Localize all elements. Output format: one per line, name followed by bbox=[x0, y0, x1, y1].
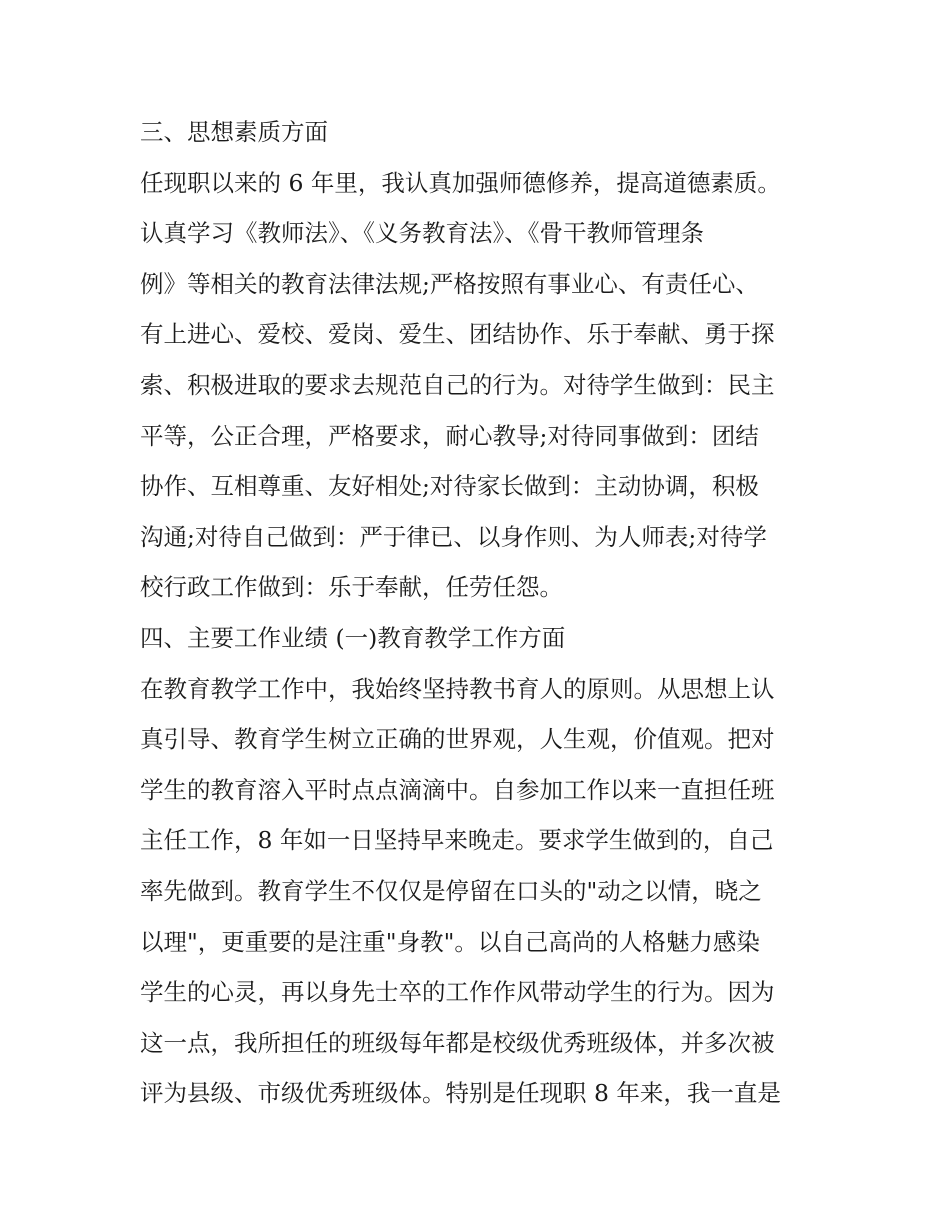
paragraph-line: 在教育教学工作中，我始终坚持教书育人的原则。从思想上认 bbox=[140, 674, 775, 703]
paragraph-line: 这一点，我所担任的班级每年都是校级优秀班级体，并多次被 bbox=[140, 1028, 775, 1057]
paragraph-line: 沟通;对待自己做到：严于律已、以身作则、为人师表;对待学 bbox=[140, 522, 767, 551]
paragraph-line: 主任工作，8 年如一日坚持早来晚走。要求学生做到的，自己 bbox=[140, 826, 774, 855]
section-heading: 四、主要工作业绩 (一)教育教学工作方面 bbox=[140, 623, 566, 652]
paragraph-line: 例》等相关的教育法律法规;严格按照有事业心、有责任心、 bbox=[140, 269, 759, 298]
paragraph-line: 索、积极进取的要求去规范自己的行为。对待学生做到：民主 bbox=[140, 370, 775, 399]
paragraph-line: 学生的教育溶入平时点点滴滴中。自参加工作以来一直担任班 bbox=[140, 775, 775, 804]
paragraph-line: 评为县级、市级优秀班级体。特别是任现职 8 年来，我一直是 bbox=[140, 1079, 781, 1108]
paragraph-line: 有上进心、爱校、爱岗、爱生、团结协作、乐于奉献、勇于探 bbox=[140, 320, 775, 349]
section-heading: 三、思想素质方面 bbox=[140, 118, 328, 146]
paragraph-line: 真引导、教育学生树立正确的世界观，人生观，价值观。把对 bbox=[140, 725, 775, 754]
paragraph-line: 学生的心灵，再以身先士卒的工作作风带动学生的行为。因为 bbox=[140, 978, 775, 1007]
paragraph-line: 以理"，更重要的是注重"身教"。以自己高尚的人格魅力感染 bbox=[140, 927, 760, 956]
paragraph-line: 平等，公正合理，严格要求，耐心教导;对待同事做到：团结 bbox=[140, 421, 759, 450]
paragraph-line: 校行政工作做到：乐于奉献，任劳任怨。 bbox=[140, 573, 563, 602]
paragraph-line: 率先做到。教育学生不仅仅是停留在口头的"动之以情，晓之 bbox=[140, 876, 762, 905]
paragraph-line: 认真学习《教师法》、《义务教育法》、《骨干教师管理条 bbox=[140, 219, 704, 248]
paragraph-line: 协作、互相尊重、友好相处;对待家长做到：主动协调，积极 bbox=[140, 472, 759, 501]
paragraph-line: 任现职以来的 6 年里，我认真加强师德修养，提高道德素质。 bbox=[140, 168, 781, 197]
document-body bbox=[140, 107, 830, 1119]
